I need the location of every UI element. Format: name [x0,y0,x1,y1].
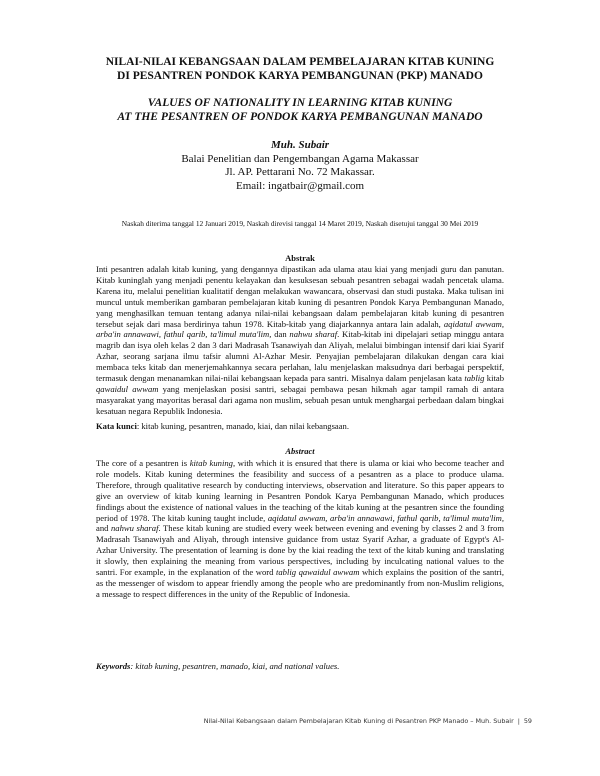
title-line: AT THE PESANTREN OF PONDOK KARYA PEMBANGUNAN MANADO [117,111,483,123]
abstract-text: which explains the position of the santri, as the messenger of wisdom to appear friendly among the people who are predominantly from non-Muslim religions, a message to respect differences in the unity of the Republic of Indonesia. [96,567,504,599]
abstract-book: nahwu sharaf [111,523,159,534]
kata-kunci-text: : kitab kuning, pesantren, manado, kiai, dan nilai kebangsaan. [136,421,350,431]
keywords [96,661,504,672]
abstract-body [96,458,504,600]
title-line: NILAI-NILAI KEBANGSAAN DALAM PEMBELAJARAN KITAB KUNING [105,56,495,68]
abstrak-text: yang menjelaskan posisi santri, sebagai pembawa pesan hikmah agar tampil ramah di antara masyarakat yang mayoritas berasal dari agama non muslim, sebuah pesan untuk menghargai perbedaan dalam bingkai kesatuan negara Republik Indonesia. [96,383,504,416]
kata-kunci [96,421,504,432]
abstract-book-list: aqidatul awwam, arba'in annawawi, fathul qarib, ta'limul muta'lim, [267,512,504,523]
abstrak-text: dan [271,329,290,340]
title-line: VALUES OF NATIONALITY IN LEARNING KITAB KUNING [147,97,453,109]
abstract-text: The core of a pesantren is [96,458,190,468]
abstract-term: tablig qawaidul awwam [275,567,360,578]
paper-title-indonesian [60,55,540,83]
footer-separator: | [517,717,520,725]
abstrak-text: Inti pesantren adalah kitab kuning, yang dengannya dipastikan ada ulama atau kiai yang menjadi guru dan panutan. Kitab kuninglah yang menjadi penentu kelayakan dan kesuksesan sebuah pesantren sebagai wadah pencetak ulama. Karena itu, melalui penelitian kualitatif dengan melakukan wawancara, observasi dan studi pustaka. Maka tulisan ini muncul untuk memberikan gambaran pembelajaran kitab kuning di pesantren Pondok Karya Pembangunan Manado, yang menghasilkan temuan tentang adanya nilai-nilai kebangsaan dalam pembelajaran kitab kuning di pesantren tersebut sejak dari masa berdirinya tahun 1978. Kitab-kitab yang diajarkannya antara lain adalah, [96,264,504,329]
title-line: DI PESANTREN PONDOK KARYA PEMBANGUNAN (PKP) MANADO [117,70,483,82]
author-affiliation: Balai Penelitian dan Pengembangan Agama Makassar [181,152,419,165]
kata-kunci-label: Kata kunci [96,421,137,431]
author-address: Jl. AP. Pettarani No. 72 Makassar. [225,166,375,178]
abstract-text: and [96,523,111,534]
keywords-label: Keywords [96,661,131,671]
abstract-text: , with which it is ensured that there is ulama or kiai who become teacher and role models. Kitab kuning determines the feasibility and success of a pesantren as a place to produce ulama. Therefore, through qualitative research by conducting interviews, observation and literature. So this paper appears to give an overview of kitab kuning learning in Pesantren Pondok Karya Pembangunan Manado, which produces findings about the existence of national values in the teaching of the kitab kuning at the pesantren since the founding period of 1978. The kitab kuning taught include, [96,458,504,523]
author-email: Email: ingatbair@gmail.com [235,179,365,192]
submission-dates: Naskah diterima tanggal 12 Januari 2019, Naskah direvisi tanggal 14 Maret 2019, Naskah disetujui tanggal 30 Mei 2019 [121,219,479,228]
paper-title-english [60,96,540,124]
abstract-term: kitab kuning [189,458,233,468]
abstract-heading: Abstract [285,446,315,456]
author-block [60,139,540,193]
abstrak-book: nahwu sharaf [289,329,338,340]
abstrak-term: tablig [464,373,485,384]
abstract-text: . These kitab kuning are studied every week between evening and evening by classes 2 and 3 from Madrasah Tsanawiyah and Aliyah, through intensive guidance from ustaz Syarif Azhar, a graduate of Egypt's Al-Azhar University. The presentation of learning is done by the kiai reading the text of the kitab kuning and translating it slowly, then explaining the meaning from various perspectives, including by inculcating national values to the santri. For example, in the explanation of the word [96,523,504,578]
abstrak-text: kitab [484,373,504,384]
abstrak-text: . Kitab-kitab ini dipelajari setiap minggu antara magrib dan isya oleh kelas 2 dan 3 dari Madrasah Tsanawiyah dan Aliyah, melalui bimbingan intensif dari kiai Syarif Azhar, seorang sarjana ilmu tafsir alumni Al-Azhar Mesir. Penyajian pembelajaran dilakukan dengan cara kiai membaca teks kitab dan menerjemahkannya secara perlahan, lalu menjelaskan maksudnya dari berbagai perspektif, termasuk dengan menanamkan nilai-nilai kebangsaan kepada para santri. Misalnya dalam penjelasan kata [96,329,504,384]
abstrak-body [96,264,504,417]
abstrak-book-list: aqidatul awwam, arba'in annawawi, fathul qarib, ta'limul muta'lim, [96,318,504,340]
keywords-text: : kitab kuning, pesantren, manado, kiai, and national values. [130,661,340,671]
abstrak-heading: Abstrak [285,253,315,263]
author-name: Muh. Subair [270,139,330,151]
abstrak-term: qawaidul awwam [96,383,159,394]
running-title: Nilai-Nilai Kebangsaan dalam Pembelajaran Kitab Kuning di Pesantren PKP Manado – Muh. Subair [203,717,514,725]
page-number: 59 [523,717,532,725]
page-footer [204,717,532,725]
